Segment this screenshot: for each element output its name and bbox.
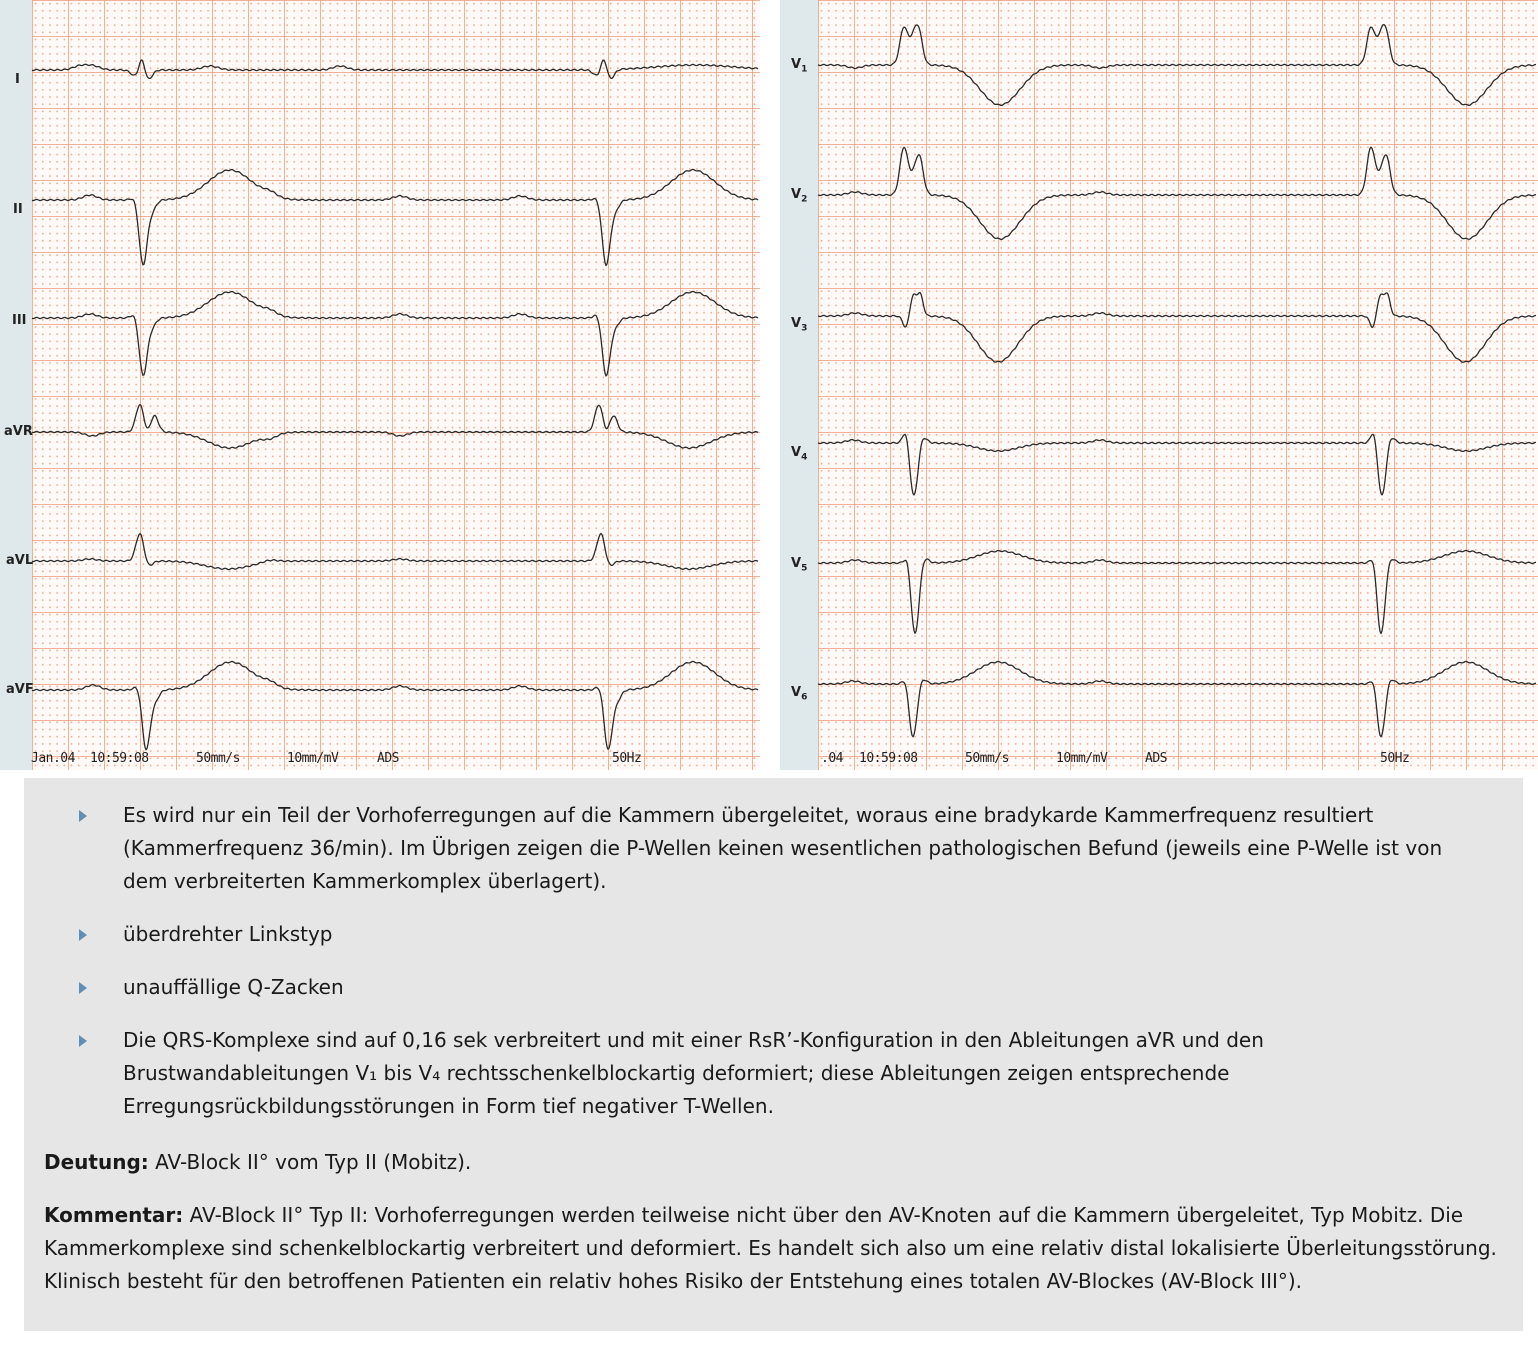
comment-paragraph (44, 1199, 1504, 1298)
ecg-trace (32, 534, 758, 570)
interpretation-label: Deutung: (44, 1150, 149, 1174)
paper-speed: 50mm/s (965, 751, 1009, 766)
ecg-trace (818, 293, 1536, 363)
ecg-chest-leads-panel (780, 0, 1538, 770)
lead-label-avf: aVF (6, 682, 34, 697)
filter-setting: ADS (1145, 751, 1167, 766)
finding-bullet (123, 971, 1483, 1004)
amplitude-gain: 10mm/mV (287, 751, 339, 766)
recording-time: 10:59:08 (90, 751, 149, 766)
ecg-limb-leads-panel (0, 0, 760, 770)
lead-label-avr: aVR (4, 424, 33, 439)
bullet-arrow-icon (79, 810, 87, 822)
interpretation-text: AV-Block II° vom Typ II (Mobitz). (155, 1150, 472, 1174)
ecg-traces-chest (780, 0, 1538, 770)
lead-label-ii: II (13, 202, 23, 217)
mains-frequency: 50Hz (1380, 751, 1410, 766)
ecg-traces-limb (0, 0, 760, 770)
lead-label-v1: $V_1$ (791, 57, 808, 75)
finding-text: Die QRS-Komplexe sind auf 0,16 sek verbreitert und mit einer RsR’-Konfiguration in den Ableitungen aVR und den Brustwandableitungen V₁ bis V₄ rechtsschenkelblockartig deformiert; diese Ableitungen zeigen entsprechende Erregungsrückbildungsstörungen in Form tief negativer T-Wellen. (123, 1028, 1264, 1118)
interpretation-paragraph (44, 1146, 1504, 1179)
paper-speed: 50mm/s (196, 751, 240, 766)
ecg-trace (818, 661, 1536, 736)
lead-label-v3: $V_3$ (791, 316, 808, 334)
ecg-trace (818, 147, 1536, 239)
ecg-trace (32, 661, 758, 749)
bullet-arrow-icon (79, 1035, 87, 1047)
comment-label: Kommentar: (44, 1203, 184, 1227)
ecg-trace (818, 550, 1536, 633)
recording-date: .04 (821, 751, 843, 766)
mains-frequency: 50Hz (612, 751, 642, 766)
lead-label-v5: $V_5$ (791, 556, 808, 574)
recording-date: Jan.04 (31, 751, 75, 766)
lead-label-v4: $V_4$ (791, 445, 808, 463)
finding-text: überdrehter Linkstyp (123, 922, 333, 946)
finding-bullet (123, 799, 1483, 898)
finding-bullet (123, 1024, 1483, 1123)
ecg-trace (818, 25, 1536, 106)
ecg-trace (32, 60, 758, 78)
finding-text: unauffällige Q-Zacken (123, 975, 344, 999)
lead-label-avl: aVL (6, 553, 34, 568)
ecg-trace (818, 434, 1536, 495)
lead-label-iii: III (12, 313, 27, 328)
finding-bullet (123, 918, 1483, 951)
ecg-trace (32, 405, 758, 449)
recording-time: 10:59:08 (859, 751, 918, 766)
findings-text-box (24, 778, 1523, 1331)
bullet-arrow-icon (79, 982, 87, 994)
filter-setting: ADS (377, 751, 399, 766)
comment-text: AV-Block II° Typ II: Vorhoferregungen werden teilweise nicht über den AV-Knoten auf die Kammern übergeleitet, Typ Mobitz. Die Kammerkomplexe sind schenkelblockartig verbreitert und deformiert. Es handelt sich also um eine relativ distal lokalisierte Überleitungsstörung. Klinisch besteht für den betroffenen Patienten ein relativ hohes Risiko der Entstehung eines totalen AV-Blockes (AV-Block III°). (44, 1203, 1497, 1293)
finding-text: Es wird nur ein Teil der Vorhoferregungen auf die Kammern übergeleitet, woraus eine bradykarde Kammerfrequenz resultiert (Kammerfrequenz 36/min). Im Übrigen zeigen die P-Wellen keinen wesentlichen pathologischen Befund (jeweils eine P-Welle ist von dem verbreiterten Kammerkomplex überlagert). (123, 803, 1443, 893)
lead-label-i: I (15, 72, 20, 87)
lead-label-v2: $V_2$ (791, 187, 808, 205)
ecg-trace (32, 169, 758, 265)
bullet-arrow-icon (79, 929, 87, 941)
ecg-trace (32, 291, 758, 376)
lead-label-v6: $V_6$ (791, 685, 808, 703)
amplitude-gain: 10mm/mV (1056, 751, 1108, 766)
